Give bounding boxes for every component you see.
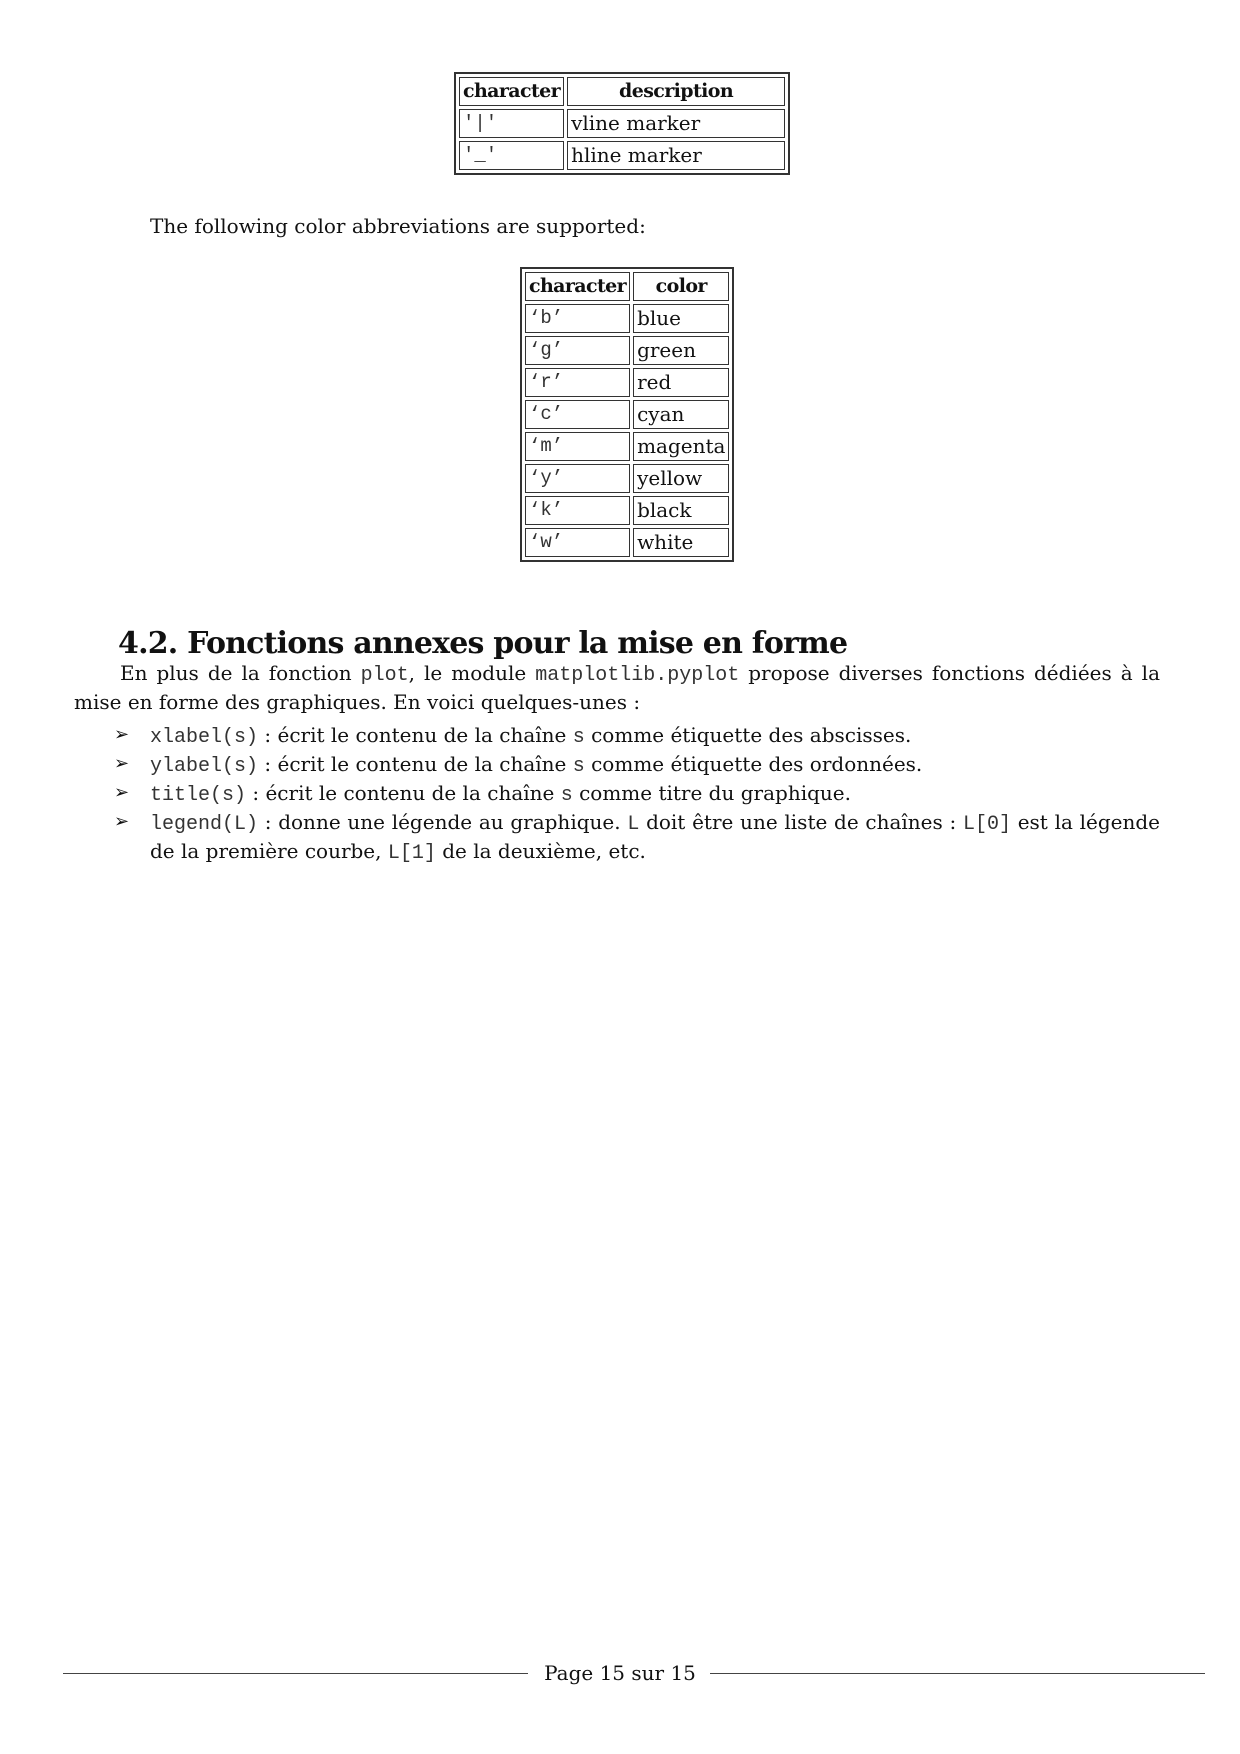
table-row: [525, 496, 729, 525]
list-item: [110, 751, 1160, 780]
inline-code: L: [627, 813, 640, 836]
arrow-bullet-icon: ➢: [114, 811, 130, 832]
table-cell-color: blue: [633, 304, 729, 333]
table-row: [525, 368, 729, 397]
list-item-text: comme étiquette des ordonnées.: [584, 752, 923, 776]
footer-divider-left: [63, 1673, 528, 1674]
table-row: [525, 432, 729, 461]
table-cell-color: black: [633, 496, 729, 525]
section-heading: 4.2. Fonctions annexes pour la mise en forme: [118, 626, 848, 661]
table-row: [525, 400, 729, 429]
list-item-text: de la deuxième, etc.: [435, 839, 646, 863]
table-cell-character: ‘g’: [525, 336, 630, 365]
list-item-text: est la légende de la première courbe,: [150, 810, 1161, 863]
inline-code: s: [560, 784, 573, 807]
inline-code: s: [572, 726, 585, 749]
colors-table: [520, 267, 734, 562]
table-cell-character: ‘m’: [525, 432, 630, 461]
column-header: character: [459, 77, 564, 106]
list-item-text: : écrit le contenu de la chaîne: [258, 752, 573, 776]
markers-table: [454, 72, 790, 175]
inline-code: s: [572, 755, 585, 778]
table-cell-character: '_': [459, 141, 564, 170]
table-cell-character: ‘r’: [525, 368, 630, 397]
footer-divider-right: [710, 1673, 1205, 1674]
arrow-bullet-icon: ➢: [114, 724, 130, 745]
column-header: description: [567, 77, 785, 106]
table-cell-color: yellow: [633, 464, 729, 493]
table-row: [525, 464, 729, 493]
list-item-text: doit être une liste de chaînes :: [639, 810, 963, 834]
inline-code: matplotlib.pyplot: [535, 664, 740, 687]
table-cell-description: vline marker: [567, 109, 785, 138]
table-cell-character: '|': [459, 109, 564, 138]
table-cell-character: ‘w’: [525, 528, 630, 557]
list-item-text: comme étiquette des abscisses.: [584, 723, 912, 747]
colors-intro-text: The following color abbreviations are supported:: [150, 214, 646, 238]
arrow-bullet-icon: ➢: [114, 753, 130, 774]
table-row: [525, 304, 729, 333]
table-cell-color: magenta: [633, 432, 729, 461]
table-cell-color: red: [633, 368, 729, 397]
paragraph-text: propose diverses fonctions dédiées à la mise en forme des graphiques. En voici quelques-unes :: [74, 661, 1160, 714]
table-cell-description: hline marker: [567, 141, 785, 170]
table-header-row: [525, 272, 729, 301]
page-number: Page 15 sur 15: [544, 1661, 696, 1685]
list-item-text: : écrit le contenu de la chaîne: [258, 723, 573, 747]
inline-code: L[1]: [387, 842, 436, 865]
table-cell-color: green: [633, 336, 729, 365]
table-cell-character: ‘y’: [525, 464, 630, 493]
table-row: [459, 109, 785, 138]
list-item-text: comme titre du graphique.: [572, 781, 851, 805]
table-cell-color: white: [633, 528, 729, 557]
arrow-bullet-icon: ➢: [114, 782, 130, 803]
inline-code: xlabel(s): [150, 726, 259, 749]
list-item: [110, 809, 1160, 867]
function-list: [110, 722, 1160, 867]
table-header-row: [459, 77, 785, 106]
table-cell-color: cyan: [633, 400, 729, 429]
table-cell-character: ‘c’: [525, 400, 630, 429]
column-header: character: [525, 272, 630, 301]
table-cell-character: ‘k’: [525, 496, 630, 525]
list-item: [110, 780, 1160, 809]
table-row: [525, 528, 729, 557]
column-header: color: [633, 272, 729, 301]
table-row: [525, 336, 729, 365]
list-item-text: : donne une légende au graphique.: [258, 810, 628, 834]
inline-code: plot: [360, 664, 409, 687]
table-cell-character: ‘b’: [525, 304, 630, 333]
inline-code: ylabel(s): [150, 755, 259, 778]
list-item-text: : écrit le contenu de la chaîne: [246, 781, 561, 805]
inline-code: title(s): [150, 784, 247, 807]
paragraph-text: , le module: [408, 661, 536, 685]
inline-code: legend(L): [150, 813, 259, 836]
list-item: [110, 722, 1160, 751]
table-row: [459, 141, 785, 170]
section-paragraph: [74, 660, 1160, 715]
paragraph-text: En plus de la fonction: [120, 661, 361, 685]
inline-code: L[0]: [962, 813, 1011, 836]
